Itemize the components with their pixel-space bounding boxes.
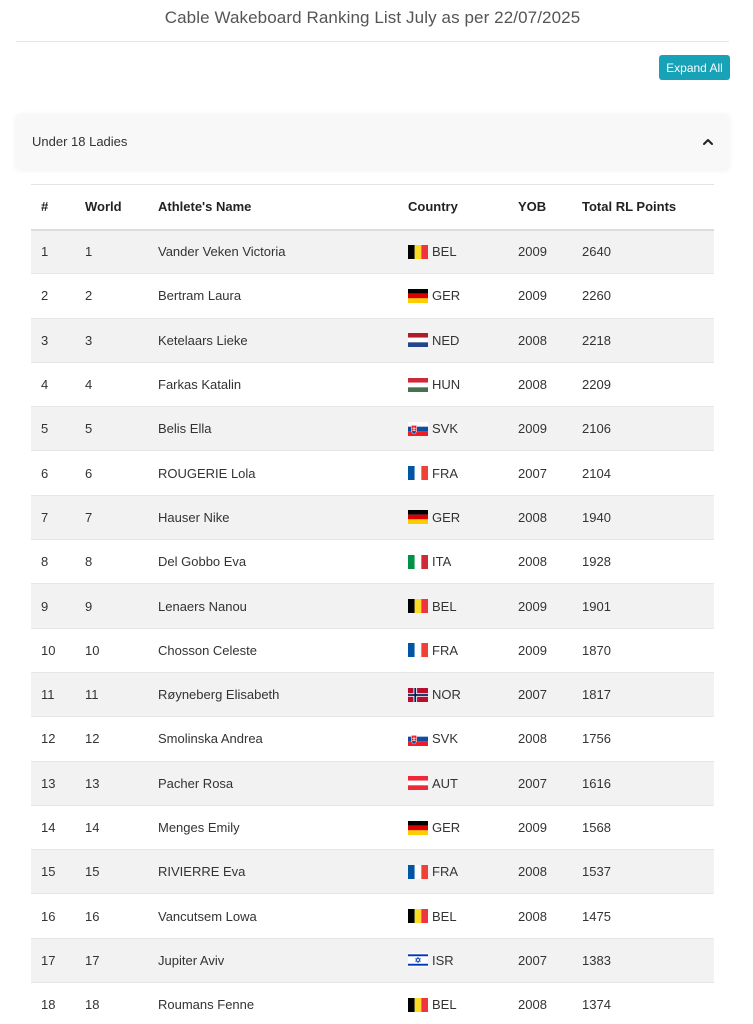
- country-code: BEL: [432, 598, 457, 614]
- world-rank-cell: 8: [85, 554, 93, 570]
- flag-ned-icon: [408, 333, 428, 347]
- rank-cell: 16: [41, 908, 56, 924]
- athlete-name-cell: Smolinska Andrea: [158, 731, 263, 747]
- total-points-cell: 2218: [582, 332, 611, 348]
- country-cell: [408, 274, 518, 318]
- world-rank-cell: 10: [85, 642, 100, 658]
- flag-svk-icon: [408, 732, 428, 746]
- athlete-name-cell: Vancutsem Lowa: [158, 908, 257, 924]
- rank-cell: 9: [41, 598, 49, 614]
- table-row: [31, 805, 714, 849]
- world-rank-cell: 14: [85, 820, 100, 835]
- header-world[interactable]: World: [85, 199, 122, 215]
- total-points-cell: 2209: [582, 377, 611, 393]
- rank-cell: 7: [41, 509, 49, 525]
- table-row: [31, 407, 714, 451]
- world-rank-cell: 13: [85, 775, 100, 791]
- page-title: Cable Wakeboard Ranking List July as per 22/07/2025: [164, 8, 581, 27]
- flag-fra-icon: [408, 865, 428, 879]
- total-points-cell: 1901: [582, 598, 611, 614]
- total-points-cell: 1870: [582, 642, 611, 658]
- rank-cell: 13: [41, 775, 56, 791]
- country-code: GER: [432, 509, 461, 525]
- world-rank-cell: 3: [85, 332, 93, 348]
- athlete-name-cell: Belis Ella: [158, 421, 212, 437]
- table-row: [31, 230, 714, 274]
- flag-svk-icon: [408, 422, 428, 436]
- athlete-name-cell: Ketelaars Lieke: [158, 332, 248, 348]
- rank-cell: 1: [41, 244, 49, 260]
- yob-cell: 2007: [518, 775, 547, 791]
- yob-cell: 2008: [518, 997, 547, 1013]
- rank-cell: 10: [41, 642, 56, 658]
- total-points-cell: 1475: [582, 908, 611, 924]
- yob-cell: 2008: [518, 908, 547, 924]
- country-cell: [408, 318, 518, 362]
- accordion-label: Under 18 Ladies: [32, 134, 128, 149]
- country-cell: [408, 584, 518, 628]
- country-cell: [408, 850, 518, 894]
- table-row: [31, 672, 714, 716]
- table-body: [31, 230, 714, 1024]
- country-code: FRA: [432, 864, 458, 880]
- rank-cell: 4: [41, 377, 49, 393]
- rank-cell: 8: [41, 554, 49, 570]
- table-header-row: [31, 185, 714, 230]
- yob-cell: 2007: [518, 687, 547, 703]
- total-points-cell: 1616: [582, 775, 611, 791]
- yob-cell: 2009: [518, 642, 547, 658]
- country-code: BEL: [432, 908, 457, 924]
- athlete-name-cell: Del Gobbo Eva: [158, 554, 247, 570]
- country-code: AUT: [432, 775, 458, 791]
- total-points-cell: 1383: [582, 952, 611, 968]
- header-yob[interactable]: YOB: [518, 199, 547, 215]
- flag-bel-icon: [408, 998, 428, 1012]
- country-cell: [408, 761, 518, 805]
- rank-cell: 5: [41, 421, 49, 437]
- flag-aut-icon: [408, 776, 428, 790]
- flag-fra-icon: [408, 643, 428, 657]
- table-row: [31, 983, 714, 1024]
- table-row: [31, 495, 714, 539]
- country-code: SVK: [432, 731, 459, 747]
- athlete-name-cell: Jupiter Aviv: [158, 952, 225, 968]
- country-cell: [408, 407, 518, 451]
- yob-cell: 2009: [518, 288, 547, 304]
- table-row: [31, 274, 714, 318]
- country-cell: [408, 362, 518, 406]
- world-rank-cell: 5: [85, 421, 93, 437]
- flag-bel-icon: [408, 245, 428, 259]
- table-row: [31, 318, 714, 362]
- athlete-name-cell: ROUGERIE Lola: [158, 465, 256, 481]
- flag-fra-icon: [408, 466, 428, 480]
- country-code: GER: [432, 820, 461, 835]
- country-code: SVK: [432, 421, 459, 437]
- country-cell: [408, 628, 518, 672]
- accordion-under-18-ladies[interactable]: [16, 114, 729, 169]
- yob-cell: 2008: [518, 509, 547, 525]
- athlete-name-cell: Menges Emily: [158, 820, 240, 835]
- flag-ita-icon: [408, 555, 428, 569]
- flag-ger-icon: [408, 289, 428, 303]
- table-row: [31, 451, 714, 495]
- world-rank-cell: 17: [85, 952, 100, 968]
- expand-all-button[interactable]: Expand All: [659, 55, 730, 80]
- total-points-cell: 1817: [582, 687, 611, 703]
- rank-cell: 17: [41, 952, 56, 968]
- yob-cell: 2009: [518, 598, 547, 614]
- world-rank-cell: 11: [85, 687, 99, 703]
- world-rank-cell: 4: [85, 377, 93, 393]
- rank-cell: 14: [41, 820, 56, 835]
- total-points-cell: 1928: [582, 554, 611, 570]
- world-rank-cell: 7: [85, 509, 93, 525]
- athlete-name-cell: Chosson Celeste: [158, 642, 257, 658]
- yob-cell: 2009: [518, 820, 547, 835]
- world-rank-cell: 15: [85, 864, 100, 880]
- yob-cell: 2008: [518, 554, 547, 570]
- athlete-name-cell: Pacher Rosa: [158, 775, 234, 791]
- header-rank[interactable]: #: [41, 199, 49, 215]
- rank-cell: 2: [41, 288, 49, 304]
- ranking-table: [31, 184, 714, 1024]
- yob-cell: 2007: [518, 465, 547, 481]
- table-row: [31, 628, 714, 672]
- table-row: [31, 540, 714, 584]
- yob-cell: 2008: [518, 377, 547, 393]
- athlete-name-cell: RIVIERRE Eva: [158, 864, 246, 880]
- country-cell: [408, 451, 518, 495]
- athlete-name-cell: Hauser Nike: [158, 509, 230, 525]
- country-cell: [408, 805, 518, 849]
- athlete-name-cell: Bertram Laura: [158, 288, 242, 304]
- country-cell: [408, 540, 518, 584]
- total-points-cell: 1537: [582, 864, 611, 880]
- athlete-name-cell: Farkas Katalin: [158, 377, 242, 393]
- header-country[interactable]: Country: [408, 199, 458, 215]
- flag-isr-icon: [408, 953, 428, 967]
- flag-hun-icon: [408, 378, 428, 392]
- country-cell: [408, 717, 518, 761]
- yob-cell: 2007: [518, 952, 547, 968]
- world-rank-cell: 18: [85, 997, 100, 1013]
- yob-cell: 2008: [518, 731, 547, 747]
- table-row: [31, 362, 714, 406]
- athlete-name-cell: Vander Veken Victoria: [158, 244, 286, 260]
- total-points-cell: 2106: [582, 421, 611, 437]
- rank-cell: 3: [41, 332, 49, 348]
- flag-ger-icon: [408, 510, 428, 524]
- table-row: [31, 761, 714, 805]
- total-points-cell: 2260: [582, 288, 611, 304]
- total-points-cell: 2640: [582, 244, 611, 260]
- table-row: [31, 584, 714, 628]
- country-cell: [408, 672, 518, 716]
- country-cell: [408, 983, 518, 1024]
- total-points-cell: 2104: [582, 465, 611, 481]
- country-code: BEL: [432, 244, 457, 260]
- header-total-points[interactable]: Total RL Points: [582, 199, 677, 215]
- country-code: NED: [432, 332, 460, 348]
- rank-cell: 12: [41, 731, 56, 747]
- athlete-name-cell: Røyneberg Elisabeth: [158, 687, 280, 703]
- athlete-name-cell: Roumans Fenne: [158, 997, 255, 1013]
- rank-cell: 11: [41, 687, 55, 703]
- rank-cell: 15: [41, 864, 56, 880]
- table-row: [31, 717, 714, 761]
- total-points-cell: 1568: [582, 820, 611, 835]
- total-points-cell: 1940: [582, 509, 611, 525]
- table-row: [31, 850, 714, 894]
- title-divider: [16, 41, 729, 42]
- table-row: [31, 894, 714, 938]
- country-code: ISR: [432, 952, 454, 968]
- yob-cell: 2009: [518, 244, 547, 260]
- world-rank-cell: 6: [85, 465, 93, 481]
- table-row: [31, 938, 714, 982]
- country-cell: [408, 495, 518, 539]
- flag-bel-icon: [408, 599, 428, 613]
- athlete-name-cell: Lenaers Nanou: [158, 598, 247, 614]
- flag-nor-icon: [408, 688, 428, 702]
- flag-bel-icon: [408, 909, 428, 923]
- world-rank-cell: 2: [85, 288, 93, 304]
- yob-cell: 2008: [518, 332, 547, 348]
- chevron-up-icon[interactable]: [703, 137, 713, 147]
- country-code: HUN: [432, 377, 461, 393]
- header-athlete-name[interactable]: Athlete's Name: [158, 199, 252, 215]
- world-rank-cell: 9: [85, 598, 93, 614]
- world-rank-cell: 16: [85, 908, 100, 924]
- rank-cell: 6: [41, 465, 49, 481]
- rank-cell: 18: [41, 997, 56, 1013]
- country-cell: [408, 894, 518, 938]
- world-rank-cell: 1: [85, 244, 93, 260]
- country-cell: [408, 230, 518, 274]
- country-code: NOR: [432, 687, 461, 703]
- world-rank-cell: 12: [85, 731, 100, 747]
- country-code: BEL: [432, 997, 457, 1013]
- total-points-cell: 1756: [582, 731, 611, 747]
- yob-cell: 2009: [518, 421, 547, 437]
- country-code: FRA: [432, 465, 458, 481]
- flag-ger-icon: [408, 821, 428, 835]
- country-code: FRA: [432, 642, 458, 658]
- total-points-cell: 1374: [582, 997, 611, 1013]
- country-code: ITA: [432, 554, 452, 570]
- country-code: GER: [432, 288, 461, 304]
- yob-cell: 2008: [518, 864, 547, 880]
- country-cell: [408, 938, 518, 982]
